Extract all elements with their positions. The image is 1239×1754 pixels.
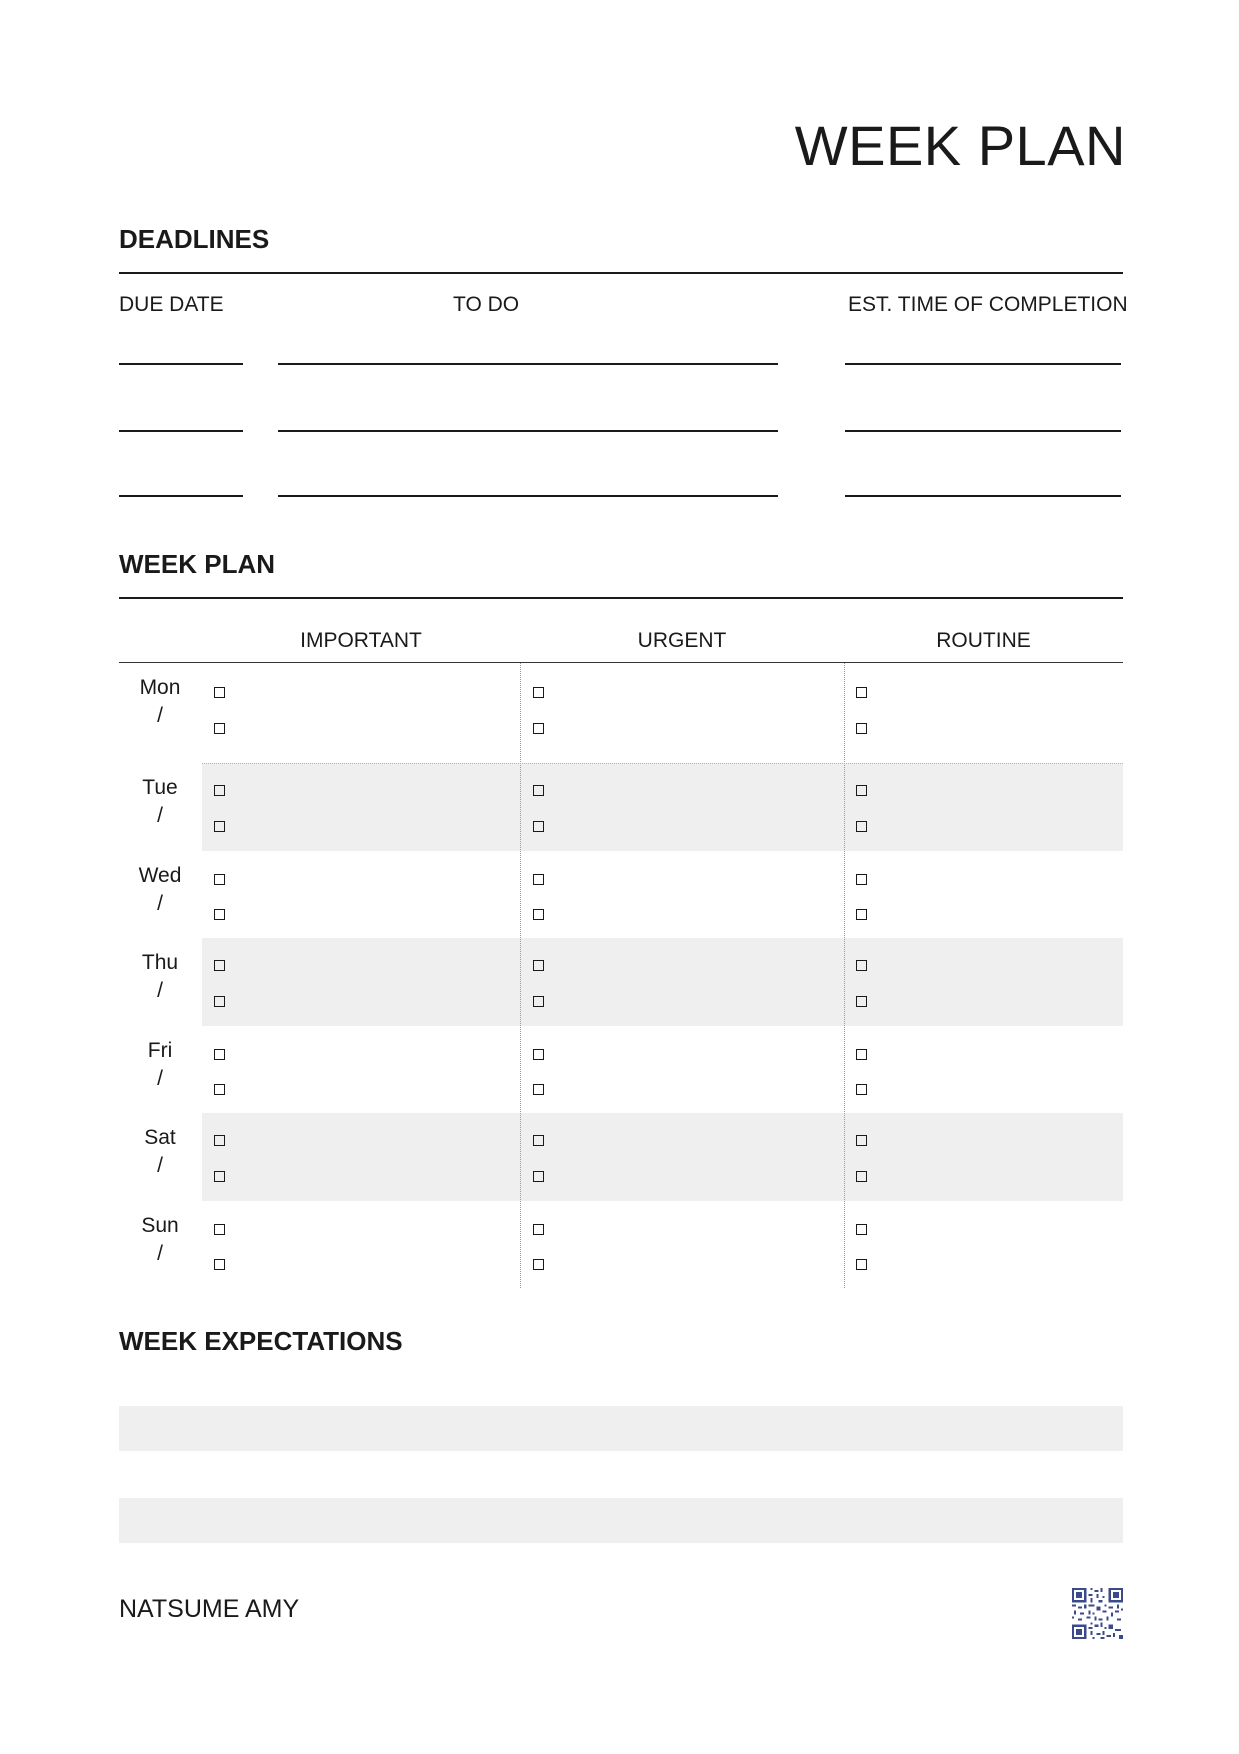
expectation-line[interactable] <box>119 1406 1123 1451</box>
urgent-checkbox[interactable] <box>533 785 544 796</box>
day-date-slash: / <box>157 892 163 915</box>
routine-checkbox[interactable] <box>856 1224 867 1235</box>
important-checkbox[interactable] <box>214 1049 225 1060</box>
day-label: Mon <box>139 676 181 699</box>
day-row-thu <box>119 938 1123 1026</box>
est-time-field[interactable] <box>845 430 1121 432</box>
urgent-column-header: URGENT <box>637 629 727 652</box>
important-checkbox[interactable] <box>214 821 225 832</box>
day-row-mon <box>119 663 1123 763</box>
urgent-checkbox[interactable] <box>533 1224 544 1235</box>
day-date-slash: / <box>157 1242 163 1265</box>
important-checkbox[interactable] <box>214 909 225 920</box>
urgent-checkbox[interactable] <box>533 1084 544 1095</box>
column-divider <box>520 663 521 1288</box>
todo-field[interactable] <box>278 363 778 365</box>
day-row-sat <box>119 1113 1123 1201</box>
day-label: Fri <box>147 1039 173 1062</box>
day-row-fri <box>119 1026 1123 1113</box>
est-time-field[interactable] <box>845 495 1121 497</box>
urgent-checkbox[interactable] <box>533 909 544 920</box>
routine-checkbox[interactable] <box>856 1135 867 1146</box>
day-date-slash: / <box>157 979 163 1002</box>
column-divider <box>844 663 845 1288</box>
important-checkbox[interactable] <box>214 1135 225 1146</box>
important-column-header: IMPORTANT <box>300 629 422 652</box>
est-time-column-header: EST. TIME OF COMPLETION <box>848 293 1128 316</box>
urgent-checkbox[interactable] <box>533 821 544 832</box>
expectation-line[interactable] <box>119 1498 1123 1543</box>
due-date-field[interactable] <box>119 363 243 365</box>
important-checkbox[interactable] <box>214 1259 225 1270</box>
row-shade <box>202 1113 1123 1201</box>
todo-column-header: TO DO <box>453 293 520 316</box>
deadlines-rule <box>119 272 1123 274</box>
week-expectations-heading: WEEK EXPECTATIONS <box>119 1326 403 1356</box>
day-label: Sat <box>144 1126 176 1149</box>
important-checkbox[interactable] <box>214 687 225 698</box>
urgent-checkbox[interactable] <box>533 723 544 734</box>
important-checkbox[interactable] <box>214 960 225 971</box>
routine-column-header: ROUTINE <box>936 629 1031 652</box>
est-time-field[interactable] <box>845 363 1121 365</box>
urgent-checkbox[interactable] <box>533 1259 544 1270</box>
urgent-checkbox[interactable] <box>533 687 544 698</box>
qr-code-icon <box>1072 1588 1123 1639</box>
important-checkbox[interactable] <box>214 1084 225 1095</box>
routine-checkbox[interactable] <box>856 821 867 832</box>
routine-checkbox[interactable] <box>856 1084 867 1095</box>
important-checkbox[interactable] <box>214 1171 225 1182</box>
routine-checkbox[interactable] <box>856 874 867 885</box>
day-row-wed <box>119 851 1123 938</box>
due-date-field[interactable] <box>119 495 243 497</box>
important-checkbox[interactable] <box>214 1224 225 1235</box>
page-title: WEEK PLAN <box>794 114 1126 177</box>
day-label: Thu <box>141 951 179 974</box>
routine-checkbox[interactable] <box>856 996 867 1007</box>
routine-checkbox[interactable] <box>856 1171 867 1182</box>
routine-checkbox[interactable] <box>856 785 867 796</box>
todo-field[interactable] <box>278 430 778 432</box>
due-date-column-header: DUE DATE <box>119 293 224 316</box>
urgent-checkbox[interactable] <box>533 874 544 885</box>
urgent-checkbox[interactable] <box>533 1135 544 1146</box>
row-divider <box>202 763 1123 764</box>
routine-checkbox[interactable] <box>856 723 867 734</box>
day-row-tue <box>119 763 1123 851</box>
urgent-checkbox[interactable] <box>533 960 544 971</box>
important-checkbox[interactable] <box>214 785 225 796</box>
day-date-slash: / <box>157 804 163 827</box>
row-shade <box>202 763 1123 851</box>
row-shade <box>202 938 1123 1026</box>
important-checkbox[interactable] <box>214 723 225 734</box>
important-checkbox[interactable] <box>214 996 225 1007</box>
important-checkbox[interactable] <box>214 874 225 885</box>
urgent-checkbox[interactable] <box>533 996 544 1007</box>
week-plan-heading: WEEK PLAN <box>119 549 275 579</box>
day-date-slash: / <box>157 1154 163 1177</box>
routine-checkbox[interactable] <box>856 1259 867 1270</box>
week-plan-rule <box>119 597 1123 599</box>
day-date-slash: / <box>157 1067 163 1090</box>
routine-checkbox[interactable] <box>856 1049 867 1060</box>
routine-checkbox[interactable] <box>856 960 867 971</box>
routine-checkbox[interactable] <box>856 909 867 920</box>
deadlines-heading: DEADLINES <box>119 224 270 254</box>
day-row-sun <box>119 1201 1123 1288</box>
due-date-field[interactable] <box>119 430 243 432</box>
day-date-slash: / <box>157 704 163 727</box>
day-label: Wed <box>138 864 182 887</box>
day-label: Sun <box>141 1214 179 1237</box>
urgent-checkbox[interactable] <box>533 1171 544 1182</box>
urgent-checkbox[interactable] <box>533 1049 544 1060</box>
day-label: Tue <box>142 776 178 799</box>
routine-checkbox[interactable] <box>856 687 867 698</box>
author-name: NATSUME AMY <box>119 1595 300 1623</box>
todo-field[interactable] <box>278 495 778 497</box>
